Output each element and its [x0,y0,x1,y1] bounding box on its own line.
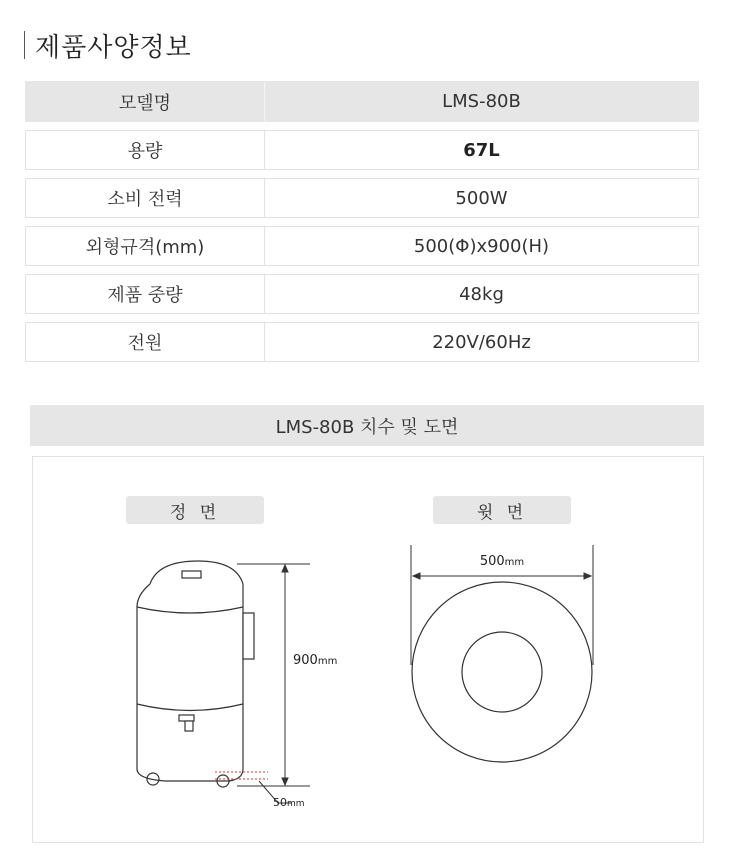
page-title: 제품사양정보 [35,32,192,63]
height-dimension-line [237,564,310,786]
spec-value: 48kg [459,283,504,305]
spec-header-label: 모델명 [26,82,265,121]
dimensions-title: LMS-80B 치수 및 도면 [30,405,704,446]
spec-header-row [25,81,699,122]
page-title-group [24,28,192,62]
spec-value: 500(Φ)x900(H) [413,235,550,257]
front-view-drawing [137,561,254,787]
width-dimension-text: 500mm [479,554,525,569]
spec-value: 500W [455,187,508,209]
front-view-label: 정 면 [126,496,264,524]
top-view-label: 윗 면 [433,496,571,524]
drawing-panel [32,456,704,843]
spec-label: 외형규격(mm) [26,227,265,265]
spec-table [25,81,699,370]
spec-row-weight [25,274,699,314]
spec-row-size [25,226,699,266]
height-dimension-text: 900mm [293,653,338,668]
spec-label: 제품 중량 [26,275,265,313]
spec-label: 용량 [26,131,265,169]
spec-header-value: LMS-80B [442,91,521,112]
spec-row-capacity [25,130,699,170]
spec-value: 67L [463,139,500,161]
technical-drawing [33,457,703,842]
spec-row-power [25,178,699,218]
top-view-drawing [412,582,592,762]
title-bar-divider [24,31,25,59]
wheel-dimension-text: 50mm [273,796,305,809]
spec-label: 소비 전력 [26,179,265,217]
spec-label: 전원 [26,323,265,361]
spec-value: 220V/60Hz [432,331,531,353]
spec-row-power-source [25,322,699,362]
